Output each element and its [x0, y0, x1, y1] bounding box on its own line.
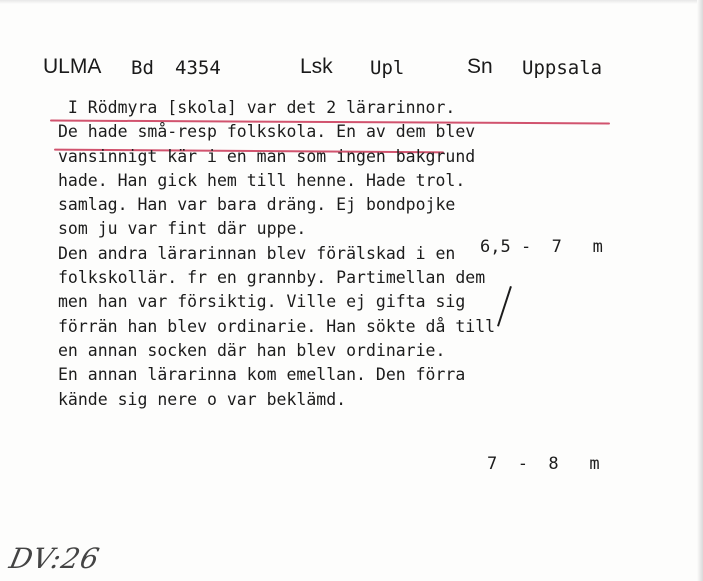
scale-value-second: 7 - 8 m	[487, 454, 600, 474]
handwritten-catalog-note: DV:26	[6, 542, 103, 575]
card-top-edge	[0, 0, 703, 4]
text-line: förrän han blev ordinarie. Han sökte då till	[58, 316, 496, 336]
text-line: en annan socken där han blev ordinarie.	[58, 340, 446, 360]
archive-name: ULMA	[43, 55, 102, 78]
handwritten-correction-stroke	[497, 286, 512, 327]
card-right-edge	[697, 0, 703, 581]
landskap-label: Lsk	[300, 55, 333, 78]
text-line: vansinnigt kär i en man som ingen bakgrund	[58, 146, 476, 166]
text-line: De hade små-resp folkskola. En av dem blev	[58, 122, 476, 142]
text-line: hade. Han gick hem till henne. Hade trol.	[58, 170, 466, 190]
text-line: Den andra lärarinnan blev förälskad i en	[58, 243, 456, 263]
text-line: En annan lärarinna kom emellan. Den förra	[58, 365, 466, 385]
text-line: samlag. Han var bara dräng. Ej bondpojke	[58, 195, 456, 215]
landskap-value: Upl	[370, 57, 405, 79]
card-body-text	[58, 96, 495, 412]
text-line: men han var försiktig. Ville ej gifta sig	[58, 292, 466, 312]
text-line: I Rödmyra [skola] var det 2 lärarinnor.	[58, 98, 456, 117]
reference-number: 4354	[175, 57, 221, 79]
socken-label: Sn	[467, 55, 493, 78]
scale-value-first: 6,5 - 7 m	[480, 237, 603, 257]
text-line: folkskollär. fr en grannby. Partimellan dem	[58, 268, 486, 288]
text-line: kände sig nere o var beklämd.	[58, 389, 347, 409]
socken-value: Uppsala	[522, 57, 603, 79]
text-line: som ju var fint där uppe.	[58, 219, 307, 239]
reference-prefix: Bd	[131, 57, 154, 79]
